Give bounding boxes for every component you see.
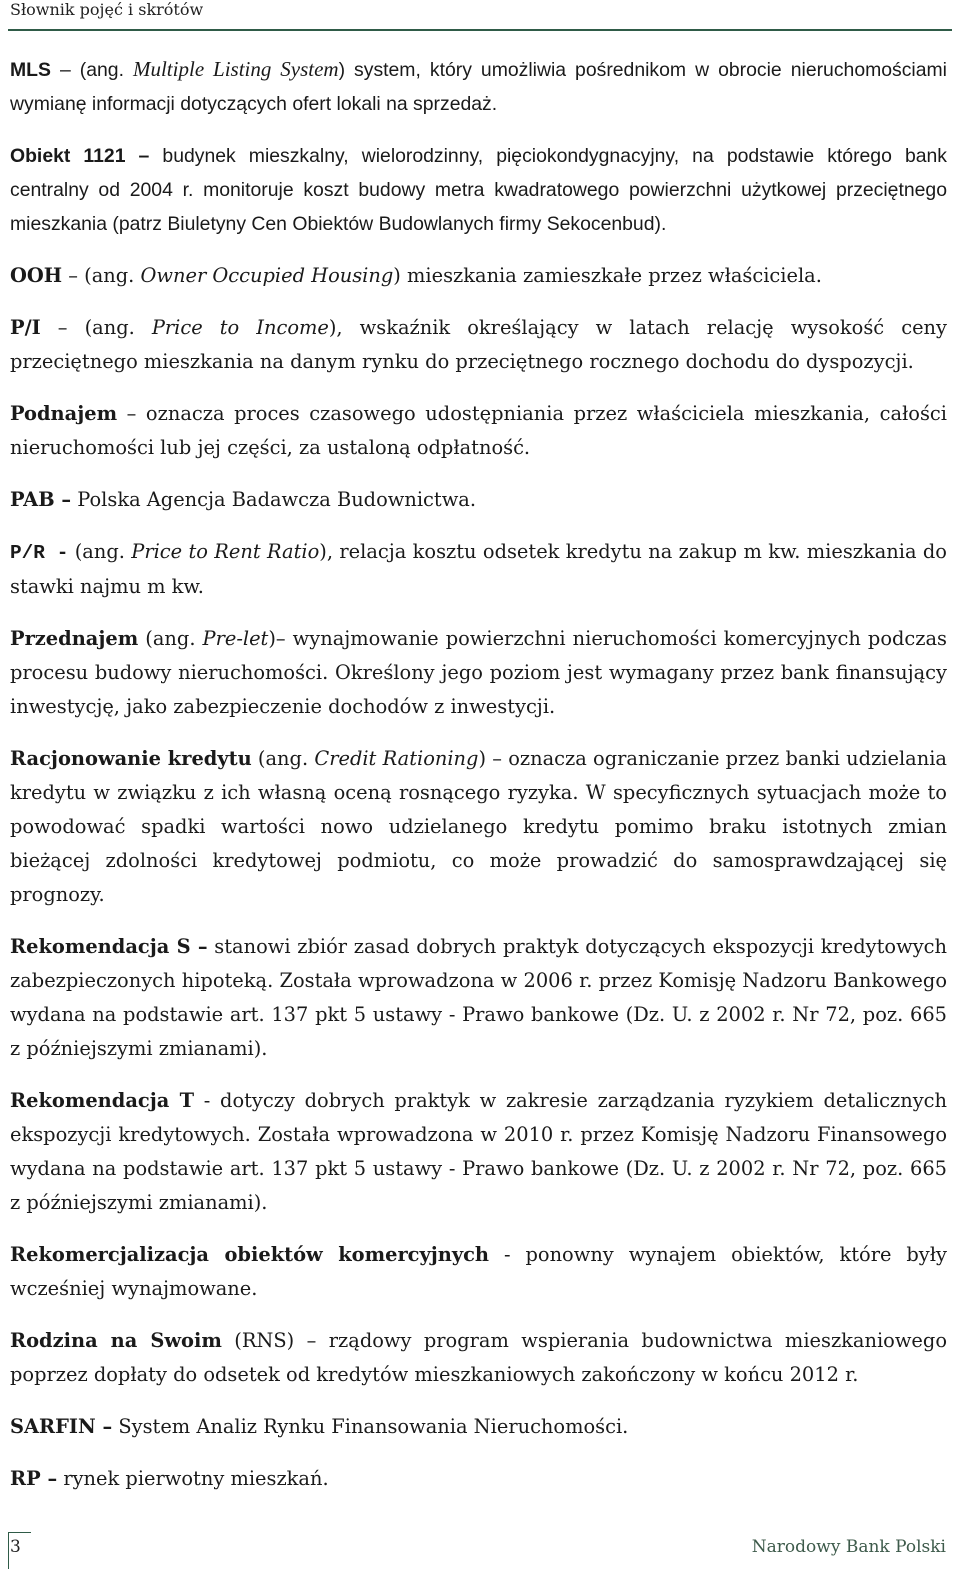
glossary-term: Obiekt 1121 – [10, 145, 150, 167]
glossary-entry-ooh: OOH – (ang. Owner Occupied Housing) mieszkania zamieszkałe przez właściciela. [10, 264, 822, 287]
glossary-term: Podnajem [10, 402, 118, 425]
glossary-entry-p-r: P/R - (ang. Price to Rent Ratio), relacja kosztu odsetek kredytu na zakup m kw. mieszkania do stawki najmu m kw. [10, 540, 947, 598]
glossary-entry-pab: PAB – Polska Agencja Badawcza Budownictwa. [10, 488, 477, 511]
glossary-term: Rekomercjalizacja obiektów komercyjnych [10, 1243, 490, 1266]
glossary-term: OOH [10, 264, 63, 287]
glossary-term: Rodzina na Swoim [10, 1329, 222, 1352]
glossary-entry-rodzina-na-swoim: Rodzina na Swoim (RNS) – rządowy program wspierania budownictwa mieszkaniowego poprzez dopłaty do odsetek od kredytów mieszkaniowych zakończony w końcu 2012 r. [10, 1329, 947, 1386]
page-number: 3 [10, 1537, 21, 1557]
glossary-term: P/R - [10, 542, 69, 564]
glossary-entry-obiekt-1121: Obiekt 1121 – budynek mieszkalny, wielorodzinny, pięciokondygnacyjny, na podstawie którego bank centralny od 2004 r. monitoruje koszt budowy metra kwadratowego powierzchni użytkowej przeciętnego mieszkania (patrz Biuletyny Cen Obiektów Budowlanych firmy Sekocenbud). [10, 145, 947, 235]
glossary-term: Rekomendacja T [10, 1089, 195, 1112]
glossary-term: PAB – [10, 488, 72, 511]
glossary-entry-sarfin: SARFIN – System Analiz Rynku Finansowania Nieruchomości. [10, 1415, 629, 1438]
glossary-entry-rekomendacja-t: Rekomendacja T - dotyczy dobrych praktyk w zakresie zarządzania ryzykiem detalicznych ekspozycji kredytowych. Została wprowadzona w 2010 r. przez Komisję Nadzoru Finansowego wydana na podstawie art. 137 pkt 5 ustawy - Prawo bankowe (Dz. U. z 2002 r. Nr 72, poz. 665 z późniejszymi zmianami). [10, 1089, 947, 1214]
footer-brand: Narodowy Bank Polski [751, 1537, 946, 1557]
glossary-term: Przednajem [10, 627, 139, 650]
glossary-body [10, 52, 947, 1514]
glossary-entry-rekomendacja-s: Rekomendacja S – stanowi zbiór zasad dobrych praktyk dotyczących ekspozycji kredytowych zabezpieczonych hipoteką. Została wprowadzona w 2006 r. przez Komisję Nadzoru Bankowego wydana na podstawie art. 137 pkt 5 ustawy - Prawo bankowe (Dz. U. z 2002 r. Nr 72, poz. 665 z późniejszymi zmianami). [10, 935, 947, 1060]
glossary-entry-mls: MLS – (ang. Multiple Listing System) system, który umożliwia pośrednikom w obrocie nieruchomościami wymianę informacji dotyczących ofert lokali na sprzedaż. [10, 57, 947, 115]
glossary-entry-rp: RP – rynek pierwotny mieszkań. [10, 1467, 329, 1490]
glossary-entry-rekomercjalizacja: Rekomercjalizacja obiektów komercyjnych - ponowny wynajem obiektów, które były wcześniej wynajmowane. [10, 1243, 948, 1300]
glossary-term: Racjonowanie kredytu [10, 747, 252, 770]
glossary-entry-racjonowanie-kredytu: Racjonowanie kredytu (ang. Credit Rationing) – oznacza ograniczanie przez banki udzielania kredytu w związku z ich własną oceną rosnącego ryzyka. W specyficznych sytuacjach może to powodować spadki wartości nowo udzielanego kredytu pomimo braku istotnych zmian bieżącej zdolności kredytowej podmiotu, co może prowadzić do samosprawdzającej się prognozy. [10, 747, 947, 906]
glossary-entry-podnajem: Podnajem – oznacza proces czasowego udostępniania przez właściciela mieszkania, całości nieruchomości lub jej części, za ustaloną odpłatność. [10, 402, 947, 459]
running-header: Słownik pojęć i skrótów [10, 0, 204, 19]
glossary-term: MLS [10, 59, 51, 81]
header-divider [8, 29, 952, 31]
glossary-term: SARFIN – [10, 1415, 113, 1438]
glossary-term: Rekomendacja S – [10, 935, 208, 958]
glossary-term: RP – [10, 1467, 58, 1490]
glossary-entry-p-i: P/I – (ang. Price to Income), wskaźnik określający w latach relację wysokość ceny przeciętnego mieszkania na danym rynku do przeciętnego rocznego dochodu do dyspozycji. [10, 316, 947, 373]
glossary-term: P/I [10, 316, 41, 339]
glossary-entry-przednajem: Przednajem (ang. Pre-let)– wynajmowanie powierzchni nieruchomości komercyjnych podczas procesu budowy nieruchomości. Określony jego poziom jest wymagany przez bank finansujący inwestycję, jako zabezpieczenie dochodów z inwestycji. [10, 627, 947, 718]
